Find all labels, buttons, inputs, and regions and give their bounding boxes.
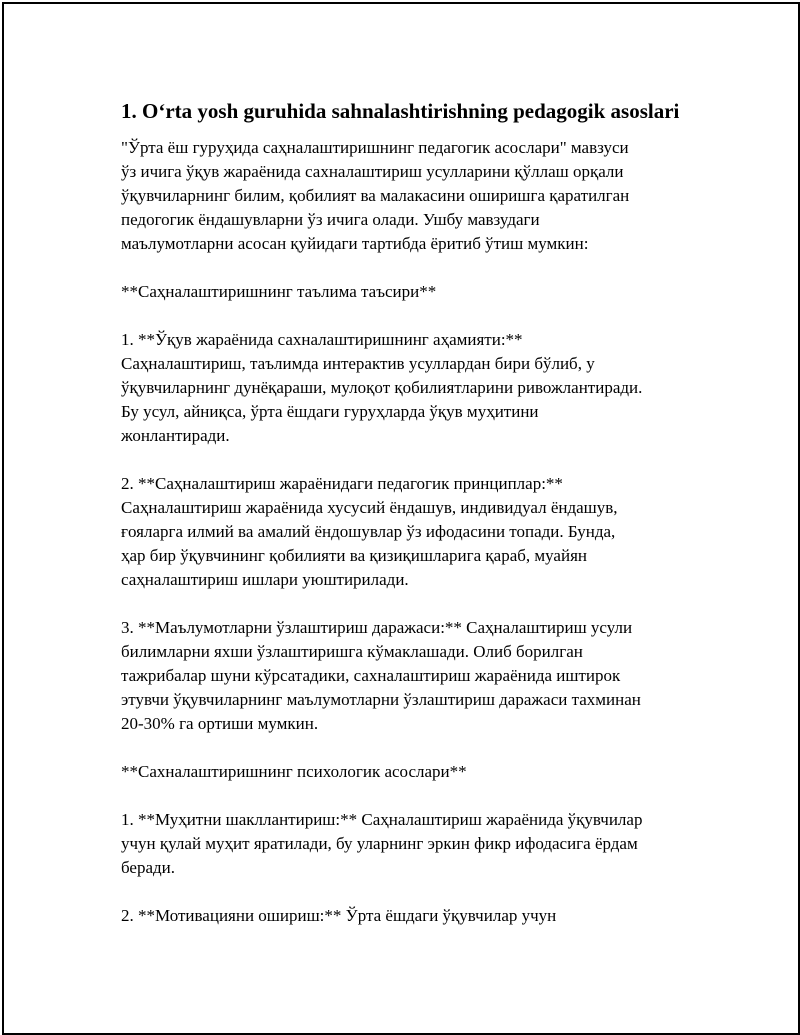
list-item-paragraph	[121, 472, 721, 592]
text-line: 2. **Саҳналаштириш жараёнидаги педагогик принциплар:**	[121, 474, 563, 493]
text-line: этувчи ўқувчиларнинг маълумотларни ўзлаштириш даражаси тахминан	[121, 690, 641, 709]
text-line: тажрибалар шуни кўрсатадики, сахналаштириш жараёнида иштирок	[121, 666, 621, 685]
text-line: ўқувчиларнинг билим, қобилият ва малакасини оширишга қаратилган	[121, 186, 630, 205]
text-line: 3. **Маълумотларни ўзлаштириш даражаси:** Саҳналаштириш усули	[121, 618, 633, 637]
text-line: 1. **Муҳитни шакллантириш:** Саҳналаштириш жараёнида ўқувчилар	[121, 810, 643, 829]
text-line: ғояларга илмий ва амалий ёндошувлар ўз ифодасини топади. Бунда,	[121, 522, 616, 541]
text-line: учун қулай муҳит яратилади, бу уларнинг эркин фикр ифодасига ёрдам	[121, 834, 638, 853]
text-line: педогогик ёндашувларни ўз ичига олади. Ушбу мавзудаги	[121, 210, 540, 229]
text-line: беради.	[121, 858, 176, 877]
list-item-paragraph	[121, 616, 721, 736]
text-line: 20-30% га ортиши мумкин.	[121, 714, 319, 733]
text-line: ҳар бир ўқувчининг қобилияти ва қизиқишларига қараб, муайян	[121, 546, 587, 565]
text-line: **Саҳналаштиришнинг таълима таъсири**	[121, 282, 437, 301]
intro-paragraph	[121, 136, 721, 256]
text-line: ўқувчиларнинг дунёқараши, мулоқот қобилиятларини ривожлантиради.	[121, 378, 643, 397]
document-title: 1. Oʻrta yosh guruhida sahnalashtirishning pedagogik asoslari	[121, 99, 680, 123]
text-line: билимларни яхши ўзлаштиришга кўмаклашади. Олиб борилган	[121, 642, 583, 661]
text-line: жонлантиради.	[121, 426, 230, 445]
document-page	[2, 2, 800, 1035]
text-line: 2. **Мотивацияни ошириш:** Ўрта ёшдаги ўқувчилар учун	[121, 906, 557, 925]
text-line: ўз ичига ўқув жараёнида сахналаштириш усулларини қўллаш орқали	[121, 162, 624, 181]
text-line: Саҳналаштириш жараёнида хусусий ёндашув, индивидуал ёндашув,	[121, 498, 618, 517]
text-line: 1. **Ўқув жараёнида сахналаштиришнинг аҳамияти:**	[121, 330, 523, 349]
text-line: саҳналаштириш ишлари уюштирилади.	[121, 570, 409, 589]
section-heading-psychological	[121, 760, 721, 784]
text-line: **Сахналаштиришнинг психологик асослари**	[121, 762, 467, 781]
text-line: Бу усул, айниқса, ўрта ёшдаги гуруҳларда ўқув муҳитини	[121, 402, 539, 421]
section-heading-pedagogical	[121, 280, 721, 304]
list-item-paragraph	[121, 328, 721, 448]
document-content	[121, 98, 721, 952]
text-line: маълумотларни асосан қуйидаги тартибда ёритиб ўтиш мумкин:	[121, 234, 589, 253]
text-line: "Ўрта ёш гуруҳида саҳналаштиришнинг педагогик асослари" мавзуси	[121, 138, 629, 157]
text-line: Саҳналаштириш, таълимда интерактив усуллардан бири бўлиб, у	[121, 354, 595, 373]
list-item-paragraph	[121, 808, 721, 880]
list-item-paragraph	[121, 904, 721, 928]
